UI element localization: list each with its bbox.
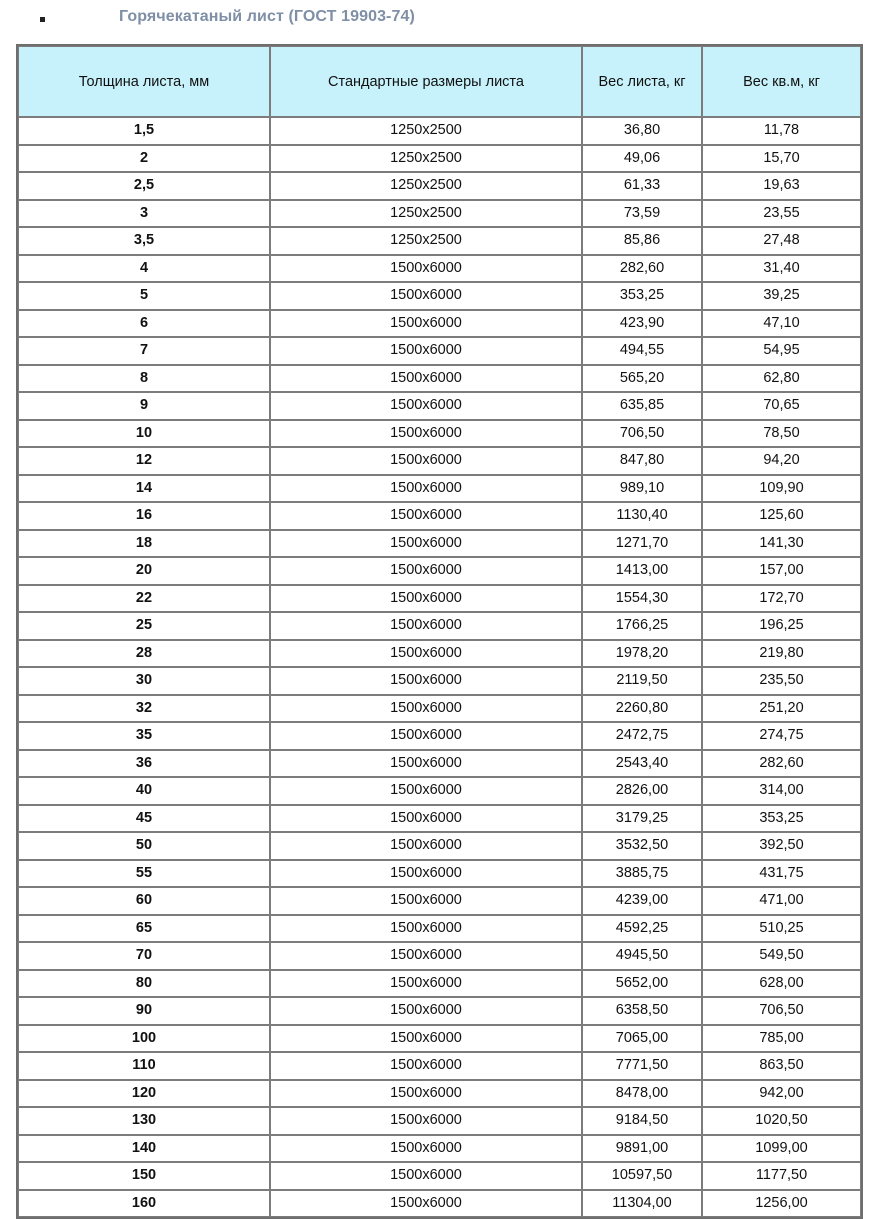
cell-sizes: 1500х6000 (270, 1025, 582, 1053)
table-row (18, 502, 861, 530)
cell-thickness: 14 (18, 475, 270, 503)
cell-sqm-weight: 785,00 (702, 1025, 861, 1053)
cell-sqm-weight: 1177,50 (702, 1162, 861, 1190)
cell-sizes: 1500х6000 (270, 585, 582, 613)
cell-sheet-weight: 10597,50 (582, 1162, 702, 1190)
cell-sizes: 1500х6000 (270, 337, 582, 365)
table-header-row (18, 46, 861, 117)
cell-thickness: 55 (18, 860, 270, 888)
cell-sqm-weight: 510,25 (702, 915, 861, 943)
cell-thickness: 35 (18, 722, 270, 750)
cell-sqm-weight: 15,70 (702, 145, 861, 173)
cell-thickness: 60 (18, 887, 270, 915)
table-row (18, 640, 861, 668)
cell-sizes: 1250х2500 (270, 145, 582, 173)
bullet-icon (40, 17, 45, 22)
table-row (18, 420, 861, 448)
table-row (18, 915, 861, 943)
cell-sqm-weight: 19,63 (702, 172, 861, 200)
cell-thickness: 150 (18, 1162, 270, 1190)
cell-sqm-weight: 1020,50 (702, 1107, 861, 1135)
cell-thickness: 36 (18, 750, 270, 778)
cell-sheet-weight: 423,90 (582, 310, 702, 338)
cell-sizes: 1500х6000 (270, 557, 582, 585)
table-row (18, 667, 861, 695)
cell-sqm-weight: 392,50 (702, 832, 861, 860)
cell-sqm-weight: 54,95 (702, 337, 861, 365)
cell-sqm-weight: 27,48 (702, 227, 861, 255)
cell-sqm-weight: 109,90 (702, 475, 861, 503)
cell-sqm-weight: 11,78 (702, 117, 861, 145)
cell-sheet-weight: 73,59 (582, 200, 702, 228)
table-body (18, 117, 861, 1217)
cell-thickness: 16 (18, 502, 270, 530)
cell-sizes: 1500х6000 (270, 1162, 582, 1190)
table-row (18, 227, 861, 255)
page-title: Горячекатаный лист (ГОСТ 19903-74) (119, 8, 415, 25)
cell-sheet-weight: 61,33 (582, 172, 702, 200)
cell-sheet-weight: 4592,25 (582, 915, 702, 943)
cell-sizes: 1500х6000 (270, 612, 582, 640)
table-row (18, 997, 861, 1025)
cell-sizes: 1500х6000 (270, 887, 582, 915)
table-row (18, 722, 861, 750)
cell-sheet-weight: 3532,50 (582, 832, 702, 860)
cell-thickness: 28 (18, 640, 270, 668)
cell-thickness: 2,5 (18, 172, 270, 200)
cell-sheet-weight: 3179,25 (582, 805, 702, 833)
cell-sizes: 1500х6000 (270, 777, 582, 805)
cell-sizes: 1500х6000 (270, 997, 582, 1025)
cell-sheet-weight: 1554,30 (582, 585, 702, 613)
cell-sizes: 1500х6000 (270, 915, 582, 943)
cell-sizes: 1500х6000 (270, 392, 582, 420)
cell-thickness: 30 (18, 667, 270, 695)
cell-sheet-weight: 6358,50 (582, 997, 702, 1025)
table-row (18, 1135, 861, 1163)
table-row (18, 200, 861, 228)
cell-thickness: 45 (18, 805, 270, 833)
cell-sqm-weight: 39,25 (702, 282, 861, 310)
cell-sqm-weight: 219,80 (702, 640, 861, 668)
cell-sheet-weight: 9184,50 (582, 1107, 702, 1135)
table-row (18, 475, 861, 503)
cell-sqm-weight: 251,20 (702, 695, 861, 723)
cell-sizes: 1250х2500 (270, 227, 582, 255)
cell-sheet-weight: 282,60 (582, 255, 702, 283)
cell-sizes: 1500х6000 (270, 310, 582, 338)
cell-sheet-weight: 7771,50 (582, 1052, 702, 1080)
cell-sheet-weight: 11304,00 (582, 1190, 702, 1218)
title-line (40, 6, 415, 28)
table-row (18, 117, 861, 145)
cell-sheet-weight: 8478,00 (582, 1080, 702, 1108)
cell-sheet-weight: 85,86 (582, 227, 702, 255)
cell-thickness: 120 (18, 1080, 270, 1108)
cell-sheet-weight: 2826,00 (582, 777, 702, 805)
table-row (18, 1162, 861, 1190)
table-row (18, 887, 861, 915)
cell-sqm-weight: 282,60 (702, 750, 861, 778)
cell-sheet-weight: 847,80 (582, 447, 702, 475)
cell-thickness: 6 (18, 310, 270, 338)
cell-sizes: 1500х6000 (270, 1080, 582, 1108)
sheet-weight-table (16, 44, 863, 1219)
header-sqm-weight: Вес кв.м, кг (702, 46, 861, 117)
cell-thickness: 40 (18, 777, 270, 805)
cell-sqm-weight: 628,00 (702, 970, 861, 998)
cell-sizes: 1500х6000 (270, 667, 582, 695)
cell-sizes: 1500х6000 (270, 530, 582, 558)
cell-sqm-weight: 274,75 (702, 722, 861, 750)
table-row (18, 337, 861, 365)
header-sizes: Стандартные размеры листа (270, 46, 582, 117)
cell-sizes: 1500х6000 (270, 365, 582, 393)
cell-sqm-weight: 431,75 (702, 860, 861, 888)
cell-sqm-weight: 125,60 (702, 502, 861, 530)
table-row (18, 1052, 861, 1080)
cell-sqm-weight: 942,00 (702, 1080, 861, 1108)
table-row (18, 1025, 861, 1053)
cell-sheet-weight: 565,20 (582, 365, 702, 393)
cell-sizes: 1500х6000 (270, 750, 582, 778)
cell-thickness: 100 (18, 1025, 270, 1053)
cell-sheet-weight: 49,06 (582, 145, 702, 173)
cell-sheet-weight: 1978,20 (582, 640, 702, 668)
cell-sheet-weight: 635,85 (582, 392, 702, 420)
cell-thickness: 2 (18, 145, 270, 173)
cell-sheet-weight: 7065,00 (582, 1025, 702, 1053)
table-row (18, 1080, 861, 1108)
cell-sizes: 1500х6000 (270, 695, 582, 723)
cell-sheet-weight: 1271,70 (582, 530, 702, 558)
table-row (18, 172, 861, 200)
table-row (18, 777, 861, 805)
cell-sqm-weight: 78,50 (702, 420, 861, 448)
cell-thickness: 3,5 (18, 227, 270, 255)
cell-thickness: 7 (18, 337, 270, 365)
cell-sheet-weight: 2472,75 (582, 722, 702, 750)
table-row (18, 255, 861, 283)
cell-sizes: 1500х6000 (270, 1052, 582, 1080)
cell-sizes: 1500х6000 (270, 942, 582, 970)
cell-sqm-weight: 314,00 (702, 777, 861, 805)
cell-sheet-weight: 3885,75 (582, 860, 702, 888)
cell-sqm-weight: 235,50 (702, 667, 861, 695)
cell-thickness: 65 (18, 915, 270, 943)
cell-sqm-weight: 94,20 (702, 447, 861, 475)
cell-sizes: 1500х6000 (270, 447, 582, 475)
cell-sizes: 1500х6000 (270, 1190, 582, 1218)
cell-sizes: 1500х6000 (270, 1107, 582, 1135)
cell-sqm-weight: 706,50 (702, 997, 861, 1025)
cell-sheet-weight: 2260,80 (582, 695, 702, 723)
cell-sheet-weight: 36,80 (582, 117, 702, 145)
table-row (18, 1107, 861, 1135)
table-row (18, 970, 861, 998)
cell-sheet-weight: 2119,50 (582, 667, 702, 695)
cell-sqm-weight: 353,25 (702, 805, 861, 833)
table-row (18, 750, 861, 778)
cell-sheet-weight: 1413,00 (582, 557, 702, 585)
cell-sqm-weight: 196,25 (702, 612, 861, 640)
cell-sheet-weight: 989,10 (582, 475, 702, 503)
cell-sqm-weight: 1099,00 (702, 1135, 861, 1163)
cell-sizes: 1250х2500 (270, 200, 582, 228)
cell-thickness: 18 (18, 530, 270, 558)
table-row (18, 832, 861, 860)
cell-sizes: 1500х6000 (270, 832, 582, 860)
header-sheet-weight: Вес листа, кг (582, 46, 702, 117)
cell-sqm-weight: 23,55 (702, 200, 861, 228)
cell-sqm-weight: 471,00 (702, 887, 861, 915)
cell-thickness: 90 (18, 997, 270, 1025)
cell-sqm-weight: 549,50 (702, 942, 861, 970)
table-row (18, 310, 861, 338)
cell-thickness: 8 (18, 365, 270, 393)
cell-sqm-weight: 141,30 (702, 530, 861, 558)
table-row (18, 612, 861, 640)
cell-sheet-weight: 494,55 (582, 337, 702, 365)
cell-sqm-weight: 157,00 (702, 557, 861, 585)
cell-thickness: 160 (18, 1190, 270, 1218)
cell-sizes: 1250х2500 (270, 117, 582, 145)
cell-thickness: 9 (18, 392, 270, 420)
table-row (18, 365, 861, 393)
cell-sizes: 1500х6000 (270, 420, 582, 448)
header-thickness: Толщина листа, мм (18, 46, 270, 117)
cell-thickness: 110 (18, 1052, 270, 1080)
table-row (18, 392, 861, 420)
cell-sizes: 1500х6000 (270, 805, 582, 833)
cell-sqm-weight: 863,50 (702, 1052, 861, 1080)
cell-sizes: 1500х6000 (270, 640, 582, 668)
cell-sheet-weight: 5652,00 (582, 970, 702, 998)
cell-sizes: 1500х6000 (270, 255, 582, 283)
cell-sqm-weight: 70,65 (702, 392, 861, 420)
cell-sizes: 1500х6000 (270, 970, 582, 998)
cell-thickness: 1,5 (18, 117, 270, 145)
cell-sizes: 1500х6000 (270, 722, 582, 750)
cell-sqm-weight: 47,10 (702, 310, 861, 338)
cell-sizes: 1500х6000 (270, 282, 582, 310)
cell-thickness: 25 (18, 612, 270, 640)
cell-thickness: 140 (18, 1135, 270, 1163)
table-row (18, 695, 861, 723)
cell-thickness: 32 (18, 695, 270, 723)
cell-sqm-weight: 62,80 (702, 365, 861, 393)
cell-thickness: 20 (18, 557, 270, 585)
table-row (18, 585, 861, 613)
table-row (18, 145, 861, 173)
table-row (18, 447, 861, 475)
table-row (18, 530, 861, 558)
cell-sheet-weight: 2543,40 (582, 750, 702, 778)
cell-sheet-weight: 353,25 (582, 282, 702, 310)
cell-sheet-weight: 4239,00 (582, 887, 702, 915)
table-row (18, 942, 861, 970)
cell-thickness: 12 (18, 447, 270, 475)
cell-sizes: 1500х6000 (270, 475, 582, 503)
cell-sheet-weight: 706,50 (582, 420, 702, 448)
cell-sizes: 1500х6000 (270, 1135, 582, 1163)
table-row (18, 805, 861, 833)
cell-sizes: 1250х2500 (270, 172, 582, 200)
cell-sizes: 1500х6000 (270, 502, 582, 530)
cell-thickness: 70 (18, 942, 270, 970)
table-row (18, 282, 861, 310)
cell-thickness: 4 (18, 255, 270, 283)
cell-thickness: 5 (18, 282, 270, 310)
cell-sqm-weight: 172,70 (702, 585, 861, 613)
table-row (18, 1190, 861, 1218)
cell-sheet-weight: 4945,50 (582, 942, 702, 970)
cell-thickness: 22 (18, 585, 270, 613)
cell-thickness: 50 (18, 832, 270, 860)
cell-sqm-weight: 1256,00 (702, 1190, 861, 1218)
cell-thickness: 80 (18, 970, 270, 998)
cell-thickness: 130 (18, 1107, 270, 1135)
cell-sheet-weight: 1766,25 (582, 612, 702, 640)
table-row (18, 557, 861, 585)
cell-sqm-weight: 31,40 (702, 255, 861, 283)
cell-sheet-weight: 1130,40 (582, 502, 702, 530)
cell-sizes: 1500х6000 (270, 860, 582, 888)
cell-thickness: 3 (18, 200, 270, 228)
cell-thickness: 10 (18, 420, 270, 448)
cell-sheet-weight: 9891,00 (582, 1135, 702, 1163)
table-row (18, 860, 861, 888)
